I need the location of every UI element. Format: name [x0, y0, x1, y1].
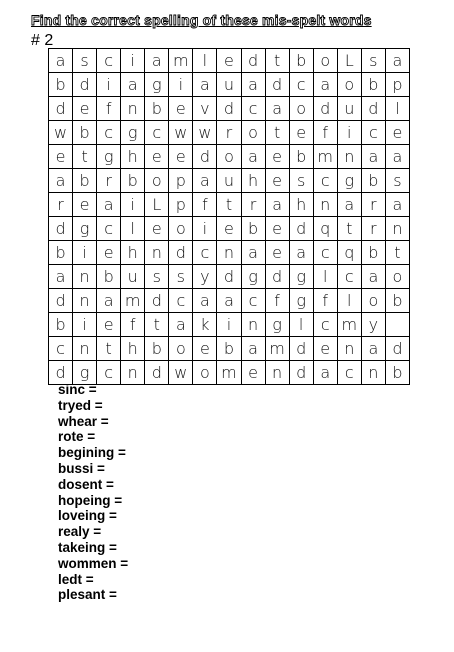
grid-cell: i [193, 217, 217, 241]
grid-cell: c [313, 313, 337, 337]
grid-cell: p [169, 169, 193, 193]
grid-cell: c [193, 241, 217, 265]
grid-cell: e [265, 145, 289, 169]
grid-cell: o [193, 361, 217, 385]
grid-cell: d [73, 73, 97, 97]
grid-cell: c [97, 121, 121, 145]
grid-row [49, 121, 410, 145]
grid-cell: g [121, 121, 145, 145]
grid-cell: h [121, 337, 145, 361]
grid-cell: d [217, 97, 241, 121]
grid-cell: d [217, 265, 241, 289]
grid-cell: o [241, 121, 265, 145]
word-item: sinc = [58, 382, 97, 397]
grid-cell: b [121, 169, 145, 193]
grid-cell: b [361, 169, 385, 193]
grid-cell: f [121, 313, 145, 337]
grid-cell: a [49, 265, 73, 289]
grid-cell: c [337, 265, 361, 289]
grid-cell: e [73, 193, 97, 217]
grid-cell: h [121, 145, 145, 169]
grid-cell: m [121, 289, 145, 313]
grid-cell: m [265, 337, 289, 361]
grid-cell: g [145, 73, 169, 97]
grid-cell: d [289, 217, 313, 241]
word-item: hopeing = [58, 492, 123, 508]
grid-cell: e [265, 241, 289, 265]
grid-cell: e [217, 217, 241, 241]
grid-cell: a [121, 73, 145, 97]
grid-cell: q [313, 217, 337, 241]
grid-cell: a [169, 313, 193, 337]
word-list [58, 382, 128, 603]
grid-cell: o [289, 97, 313, 121]
grid-row [49, 97, 410, 121]
grid-cell: l [289, 313, 313, 337]
grid-cell: b [145, 97, 169, 121]
grid-cell: e [145, 145, 169, 169]
grid-row [49, 265, 410, 289]
worksheet-title: Find the correct spelling of these mis-spelt words [31, 12, 372, 28]
grid-cell: b [73, 121, 97, 145]
word-item: plesant = [58, 587, 117, 603]
grid-cell: i [73, 241, 97, 265]
grid-cell: u [121, 265, 145, 289]
grid-cell: a [97, 193, 121, 217]
grid-cell: L [145, 193, 169, 217]
grid-cell: n [385, 217, 409, 241]
grid-cell: t [97, 337, 121, 361]
grid-cell: a [217, 289, 241, 313]
grid-cell: e [241, 361, 265, 385]
grid-row [49, 193, 410, 217]
grid-cell: e [265, 217, 289, 241]
grid-cell: d [241, 49, 265, 73]
grid-cell: e [385, 121, 409, 145]
grid-cell [385, 313, 409, 337]
grid-row [49, 169, 410, 193]
grid-row [49, 313, 410, 337]
grid-cell: b [289, 49, 313, 73]
grid-cell: g [265, 313, 289, 337]
grid-cell: n [217, 241, 241, 265]
grid-cell: n [73, 289, 97, 313]
grid-cell: o [217, 145, 241, 169]
grid-cell: i [169, 73, 193, 97]
grid-cell: c [313, 241, 337, 265]
grid-cell: e [193, 337, 217, 361]
grid-cell: o [385, 265, 409, 289]
grid-cell: h [121, 241, 145, 265]
grid-cell: l [121, 217, 145, 241]
grid-cell: n [313, 193, 337, 217]
word-item: bussi = [58, 460, 105, 476]
grid-cell: t [265, 49, 289, 73]
grid-cell: m [337, 313, 361, 337]
grid-cell: f [313, 121, 337, 145]
grid-cell: t [385, 241, 409, 265]
grid-cell: a [337, 193, 361, 217]
grid-cell: d [265, 73, 289, 97]
grid-cell: L [337, 49, 361, 73]
grid-cell: b [217, 337, 241, 361]
word-item: tryed = [58, 397, 103, 413]
grid-cell: i [121, 49, 145, 73]
grid-cell: i [121, 193, 145, 217]
grid-cell: a [361, 265, 385, 289]
grid-cell: a [241, 337, 265, 361]
grid-cell: d [169, 241, 193, 265]
grid-cell: a [361, 337, 385, 361]
grid-cell: s [289, 169, 313, 193]
grid-cell: a [193, 169, 217, 193]
grid-row [49, 49, 410, 73]
grid-cell: c [145, 121, 169, 145]
grid-cell: c [313, 169, 337, 193]
grid-cell: w [193, 121, 217, 145]
grid-cell: t [217, 193, 241, 217]
grid-cell: n [337, 337, 361, 361]
grid-cell: u [337, 97, 361, 121]
grid-cell: w [169, 121, 193, 145]
grid-cell: r [361, 193, 385, 217]
grid-cell: n [121, 361, 145, 385]
grid-cell: e [169, 145, 193, 169]
word-item: ledt = [58, 571, 94, 587]
grid-cell: b [49, 73, 73, 97]
grid-cell: q [337, 241, 361, 265]
grid-cell: b [73, 169, 97, 193]
grid-cell: b [241, 217, 265, 241]
grid-cell: p [385, 73, 409, 97]
grid-cell: i [97, 73, 121, 97]
grid-cell: u [217, 169, 241, 193]
grid-cell: r [49, 193, 73, 217]
grid-cell: r [241, 193, 265, 217]
word-item: dosent = [58, 476, 114, 492]
grid-cell: n [265, 361, 289, 385]
grid-cell: d [145, 361, 169, 385]
grid-cell: n [145, 241, 169, 265]
word-item: takeing = [58, 539, 117, 555]
grid-cell: a [49, 49, 73, 73]
grid-cell: l [337, 289, 361, 313]
word-item: realy = [58, 524, 102, 540]
grid-cell: a [145, 49, 169, 73]
grid-cell: s [73, 49, 97, 73]
grid-cell: n [73, 337, 97, 361]
grid-cell: c [241, 289, 265, 313]
grid-cell: s [169, 265, 193, 289]
grid-cell: g [73, 217, 97, 241]
grid-cell: f [97, 97, 121, 121]
grid-cell: d [289, 337, 313, 361]
grid-cell: b [145, 337, 169, 361]
grid-cell: a [241, 73, 265, 97]
grid-row [49, 217, 410, 241]
grid-cell: d [385, 337, 409, 361]
grid-cell: g [337, 169, 361, 193]
grid-cell: d [265, 265, 289, 289]
grid-cell: u [217, 73, 241, 97]
grid-cell: a [265, 97, 289, 121]
grid-cell: r [97, 169, 121, 193]
grid-cell: c [241, 97, 265, 121]
grid-cell: m [217, 361, 241, 385]
grid-cell: f [193, 193, 217, 217]
word-search-grid [48, 48, 410, 385]
grid-cell: a [265, 193, 289, 217]
grid-cell: d [49, 289, 73, 313]
grid-cell: e [145, 217, 169, 241]
word-item: begining = [58, 445, 126, 461]
grid-cell: a [385, 49, 409, 73]
grid-cell: c [289, 73, 313, 97]
grid-cell: m [169, 49, 193, 73]
grid-cell: a [241, 145, 265, 169]
grid-cell: m [313, 145, 337, 169]
grid-cell: t [145, 313, 169, 337]
word-item: loveing = [58, 508, 117, 524]
grid-cell: r [361, 217, 385, 241]
grid-cell: e [217, 49, 241, 73]
grid-cell: n [241, 313, 265, 337]
grid-cell: a [289, 241, 313, 265]
grid-cell: k [193, 313, 217, 337]
grid-cell: d [49, 217, 73, 241]
grid-cell: g [289, 265, 313, 289]
grid-cell: b [361, 241, 385, 265]
worksheet-number: # 2 [31, 32, 54, 49]
grid-cell: a [193, 289, 217, 313]
grid-cell: y [193, 265, 217, 289]
grid-cell: s [385, 169, 409, 193]
grid-cell: d [313, 97, 337, 121]
grid-row [49, 289, 410, 313]
grid-cell: s [145, 265, 169, 289]
grid-cell: g [97, 145, 121, 169]
grid-cell: o [337, 73, 361, 97]
grid-cell: l [385, 97, 409, 121]
grid-cell: e [97, 241, 121, 265]
word-item: wommen = [58, 555, 129, 571]
grid-row [49, 145, 410, 169]
grid-cell: d [193, 145, 217, 169]
grid-cell: c [97, 217, 121, 241]
grid-cell: g [73, 361, 97, 385]
grid-cell: p [169, 193, 193, 217]
grid-cell: a [49, 169, 73, 193]
grid-cell: a [313, 73, 337, 97]
grid-cell: i [217, 313, 241, 337]
grid-cell: c [97, 49, 121, 73]
word-item: rote = [58, 429, 96, 445]
grid-cell: n [361, 361, 385, 385]
grid-cell: g [289, 289, 313, 313]
grid-cell: o [145, 169, 169, 193]
grid-cell: a [361, 145, 385, 169]
word-item: whear = [58, 413, 109, 429]
grid-cell: b [97, 265, 121, 289]
grid-cell: c [49, 337, 73, 361]
grid-cell: s [361, 49, 385, 73]
grid-cell: n [337, 145, 361, 169]
grid-cell: f [313, 289, 337, 313]
grid-cell: c [97, 361, 121, 385]
grid-cell: o [313, 49, 337, 73]
grid-cell: t [73, 145, 97, 169]
grid-row [49, 73, 410, 97]
grid-cell: e [169, 97, 193, 121]
grid-cell: a [385, 145, 409, 169]
grid-cell: b [385, 361, 409, 385]
grid-cell: o [361, 289, 385, 313]
grid-cell: e [73, 97, 97, 121]
grid-cell: w [169, 361, 193, 385]
grid-cell: d [289, 361, 313, 385]
grid-cell: e [313, 337, 337, 361]
grid-cell: o [169, 337, 193, 361]
grid-cell: b [49, 241, 73, 265]
grid-cell: w [49, 121, 73, 145]
grid-cell: n [121, 97, 145, 121]
grid-row [49, 361, 410, 385]
grid-cell: i [337, 121, 361, 145]
grid-cell: n [73, 265, 97, 289]
grid-cell: e [289, 121, 313, 145]
grid-cell: b [289, 145, 313, 169]
grid-cell: t [337, 217, 361, 241]
grid-cell: c [337, 361, 361, 385]
grid-row [49, 241, 410, 265]
grid-cell: a [385, 193, 409, 217]
grid-cell: h [289, 193, 313, 217]
grid-cell: e [265, 169, 289, 193]
grid-cell: l [313, 265, 337, 289]
grid-cell: h [241, 169, 265, 193]
grid-cell: a [313, 361, 337, 385]
grid-cell: g [241, 265, 265, 289]
grid-cell: i [73, 313, 97, 337]
grid-cell: b [49, 313, 73, 337]
grid-cell: t [265, 121, 289, 145]
grid-cell: d [49, 361, 73, 385]
grid-cell: l [193, 49, 217, 73]
grid-cell: d [49, 97, 73, 121]
grid-cell: f [265, 289, 289, 313]
grid-cell: d [145, 289, 169, 313]
grid-cell: y [361, 313, 385, 337]
grid-cell: r [217, 121, 241, 145]
grid-cell: d [361, 97, 385, 121]
grid-cell: e [97, 313, 121, 337]
grid-cell: b [361, 73, 385, 97]
grid-cell: o [169, 217, 193, 241]
grid-row [49, 337, 410, 361]
grid-cell: b [385, 289, 409, 313]
grid-cell: v [193, 97, 217, 121]
grid-cell: a [193, 73, 217, 97]
grid-cell: a [97, 289, 121, 313]
grid-cell: a [241, 241, 265, 265]
grid-cell: c [361, 121, 385, 145]
grid-cell: c [169, 289, 193, 313]
grid-cell: e [49, 145, 73, 169]
